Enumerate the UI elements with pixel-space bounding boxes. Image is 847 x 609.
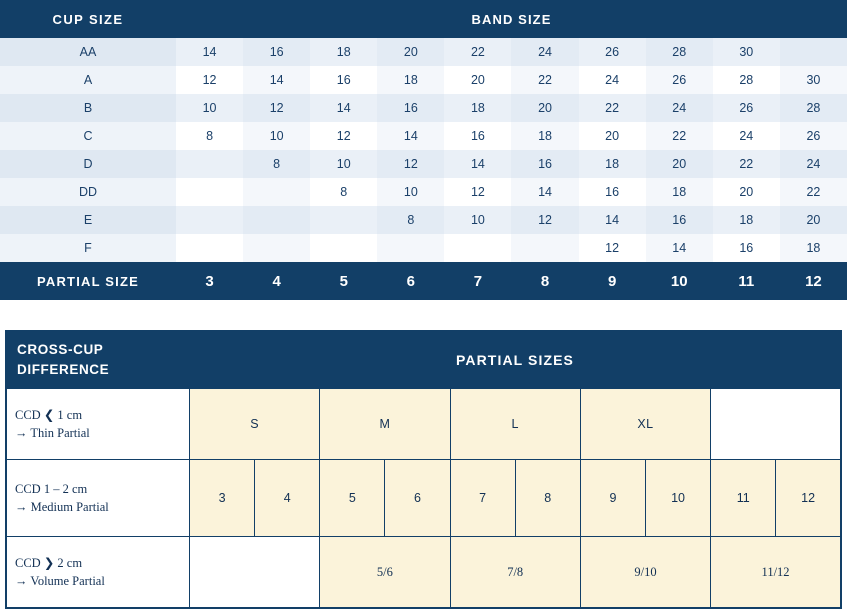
band-size-cell: 8: [310, 178, 377, 206]
partial-size-value: 7: [444, 262, 511, 300]
cup-size-cell: A: [0, 66, 176, 94]
cup-size-cell: E: [0, 206, 176, 234]
band-size-cell: 14: [243, 66, 310, 94]
band-size-cell: 16: [243, 38, 310, 66]
band-size-cell: 14: [444, 150, 511, 178]
band-size-cell: 28: [713, 66, 780, 94]
ccd-value-cell: XL: [580, 389, 710, 460]
band-size-cell: 16: [646, 206, 713, 234]
ccd-value-cell: M: [320, 389, 450, 460]
band-size-cell: 20: [377, 38, 444, 66]
partial-size-value: 3: [176, 262, 243, 300]
ccd-label-line1: CCD ❯ 2 cm: [15, 555, 83, 570]
band-size-cell: 18: [780, 234, 847, 262]
band-size-cell: 16: [579, 178, 646, 206]
band-size-cell: 20: [646, 150, 713, 178]
band-size-cell: [310, 206, 377, 234]
ccd-row-label: [6, 460, 190, 537]
band-size-cell: 16: [713, 234, 780, 262]
band-size-cell: 24: [780, 150, 847, 178]
band-size-cell: 18: [713, 206, 780, 234]
ccd-value-cell: 9/10: [580, 537, 710, 609]
ccd-row: [6, 537, 841, 609]
table-row: [0, 38, 847, 66]
band-size-cell: 14: [646, 234, 713, 262]
ccd-section: [0, 330, 847, 609]
ccd-value-cell: [711, 389, 841, 460]
table-row: [0, 178, 847, 206]
ccd-value-cell: [190, 537, 320, 609]
band-size-cell: 22: [579, 94, 646, 122]
band-size-cell: 24: [646, 94, 713, 122]
band-size-cell: 30: [713, 38, 780, 66]
band-size-cell: 22: [511, 66, 578, 94]
band-size-cell: 16: [444, 122, 511, 150]
band-size-cell: [243, 178, 310, 206]
table-row: [0, 94, 847, 122]
partial-size-value: 8: [511, 262, 578, 300]
header-ccd-text: CROSS-CUP DIFFERENCE: [17, 342, 110, 377]
table-row: [0, 66, 847, 94]
ccd-row-label: [6, 389, 190, 460]
ccd-value-cell: 7/8: [450, 537, 580, 609]
size-chart-footer: [0, 262, 847, 300]
partial-size-value: 12: [780, 262, 847, 300]
ccd-label-line1: CCD ❮ 1 cm: [15, 407, 83, 422]
band-size-cell: [444, 234, 511, 262]
band-size-cell: 24: [511, 38, 578, 66]
ccd-label-line2: → Volume Partial: [15, 574, 105, 588]
band-size-cell: 24: [713, 122, 780, 150]
band-size-cell: [176, 206, 243, 234]
size-chart-header-row: [0, 0, 847, 38]
partial-size-value: 5: [310, 262, 377, 300]
band-size-cell: [176, 178, 243, 206]
band-size-cell: [511, 234, 578, 262]
band-size-cell: 12: [310, 122, 377, 150]
band-size-cell: 26: [713, 94, 780, 122]
band-size-cell: 12: [579, 234, 646, 262]
band-size-cell: 20: [511, 94, 578, 122]
band-size-cell: 26: [780, 122, 847, 150]
ccd-value-cell: 8: [515, 460, 580, 537]
ccd-value-cell: L: [450, 389, 580, 460]
band-size-cell: [243, 206, 310, 234]
partial-size-value: 9: [579, 262, 646, 300]
table-row: [0, 150, 847, 178]
band-size-cell: 22: [444, 38, 511, 66]
ccd-header-row: [6, 331, 841, 389]
partial-size-label: PARTIAL SIZE: [0, 262, 176, 300]
band-size-cell: 10: [243, 122, 310, 150]
ccd-value-cell: 12: [776, 460, 841, 537]
band-size-cell: 18: [579, 150, 646, 178]
band-size-cell: 20: [713, 178, 780, 206]
band-size-cell: 22: [646, 122, 713, 150]
band-size-cell: 12: [511, 206, 578, 234]
band-size-cell: 8: [243, 150, 310, 178]
partial-size-value: 10: [646, 262, 713, 300]
band-size-cell: 14: [579, 206, 646, 234]
band-size-cell: [377, 234, 444, 262]
size-chart-header: [0, 0, 847, 38]
header-band-size: BAND SIZE: [176, 0, 847, 38]
ccd-value-cell: 4: [255, 460, 320, 537]
band-size-cell: 12: [176, 66, 243, 94]
partial-size-value: 11: [713, 262, 780, 300]
band-size-cell: [780, 38, 847, 66]
band-size-cell: 22: [713, 150, 780, 178]
ccd-row-label: [6, 537, 190, 609]
ccd-body: [6, 389, 841, 609]
band-size-cell: 28: [780, 94, 847, 122]
band-size-cell: 26: [579, 38, 646, 66]
size-chart-table: [0, 0, 847, 300]
cross-cup-difference-table: [5, 330, 842, 609]
band-size-cell: 8: [377, 206, 444, 234]
ccd-value-cell: 10: [645, 460, 710, 537]
header-cross-cup-difference: [6, 331, 190, 389]
band-size-cell: 28: [646, 38, 713, 66]
band-size-cell: 14: [176, 38, 243, 66]
cup-size-cell: F: [0, 234, 176, 262]
ccd-value-cell: 6: [385, 460, 450, 537]
band-size-cell: 20: [780, 206, 847, 234]
band-size-cell: 18: [377, 66, 444, 94]
ccd-value-cell: 5: [320, 460, 385, 537]
band-size-cell: 14: [377, 122, 444, 150]
header-cup-size: CUP SIZE: [0, 0, 176, 38]
ccd-label-line1: CCD 1 – 2 cm: [15, 481, 88, 496]
band-size-cell: 18: [310, 38, 377, 66]
band-size-cell: 16: [511, 150, 578, 178]
partial-size-row: [0, 262, 847, 300]
band-size-cell: 10: [176, 94, 243, 122]
partial-size-value: 6: [377, 262, 444, 300]
ccd-header: [6, 331, 841, 389]
band-size-cell: [310, 234, 377, 262]
band-size-cell: 18: [444, 94, 511, 122]
table-row: [0, 206, 847, 234]
band-size-cell: 16: [377, 94, 444, 122]
ccd-value-cell: 9: [580, 460, 645, 537]
cup-size-cell: C: [0, 122, 176, 150]
band-size-cell: 18: [646, 178, 713, 206]
band-size-cell: 8: [176, 122, 243, 150]
band-size-cell: 30: [780, 66, 847, 94]
ccd-label-line2: → Thin Partial: [15, 426, 90, 440]
band-size-cell: 10: [310, 150, 377, 178]
band-size-cell: 14: [511, 178, 578, 206]
header-partial-sizes: PARTIAL SIZES: [190, 331, 842, 389]
cup-size-cell: DD: [0, 178, 176, 206]
band-size-cell: 12: [243, 94, 310, 122]
ccd-value-cell: 7: [450, 460, 515, 537]
ccd-value-cell: 11/12: [711, 537, 841, 609]
table-row: [0, 234, 847, 262]
band-size-cell: [243, 234, 310, 262]
ccd-row: [6, 389, 841, 460]
section-spacer: [0, 300, 847, 330]
band-size-cell: 12: [377, 150, 444, 178]
cup-size-cell: B: [0, 94, 176, 122]
ccd-value-cell: S: [190, 389, 320, 460]
band-size-cell: 22: [780, 178, 847, 206]
band-size-cell: 20: [444, 66, 511, 94]
ccd-value-cell: 3: [190, 460, 255, 537]
band-size-cell: 20: [579, 122, 646, 150]
ccd-label-line2: → Medium Partial: [15, 500, 109, 514]
table-row: [0, 122, 847, 150]
band-size-cell: 12: [444, 178, 511, 206]
partial-size-value: 4: [243, 262, 310, 300]
ccd-value-cell: 11: [711, 460, 776, 537]
band-size-cell: 10: [444, 206, 511, 234]
cup-size-cell: D: [0, 150, 176, 178]
band-size-cell: 10: [377, 178, 444, 206]
band-size-cell: [176, 150, 243, 178]
band-size-cell: 16: [310, 66, 377, 94]
band-size-cell: [176, 234, 243, 262]
band-size-cell: 26: [646, 66, 713, 94]
cup-size-cell: AA: [0, 38, 176, 66]
band-size-cell: 14: [310, 94, 377, 122]
ccd-value-cell: 5/6: [320, 537, 450, 609]
ccd-row: [6, 460, 841, 537]
band-size-cell: 24: [579, 66, 646, 94]
band-size-cell: 18: [511, 122, 578, 150]
size-chart-body: [0, 38, 847, 262]
